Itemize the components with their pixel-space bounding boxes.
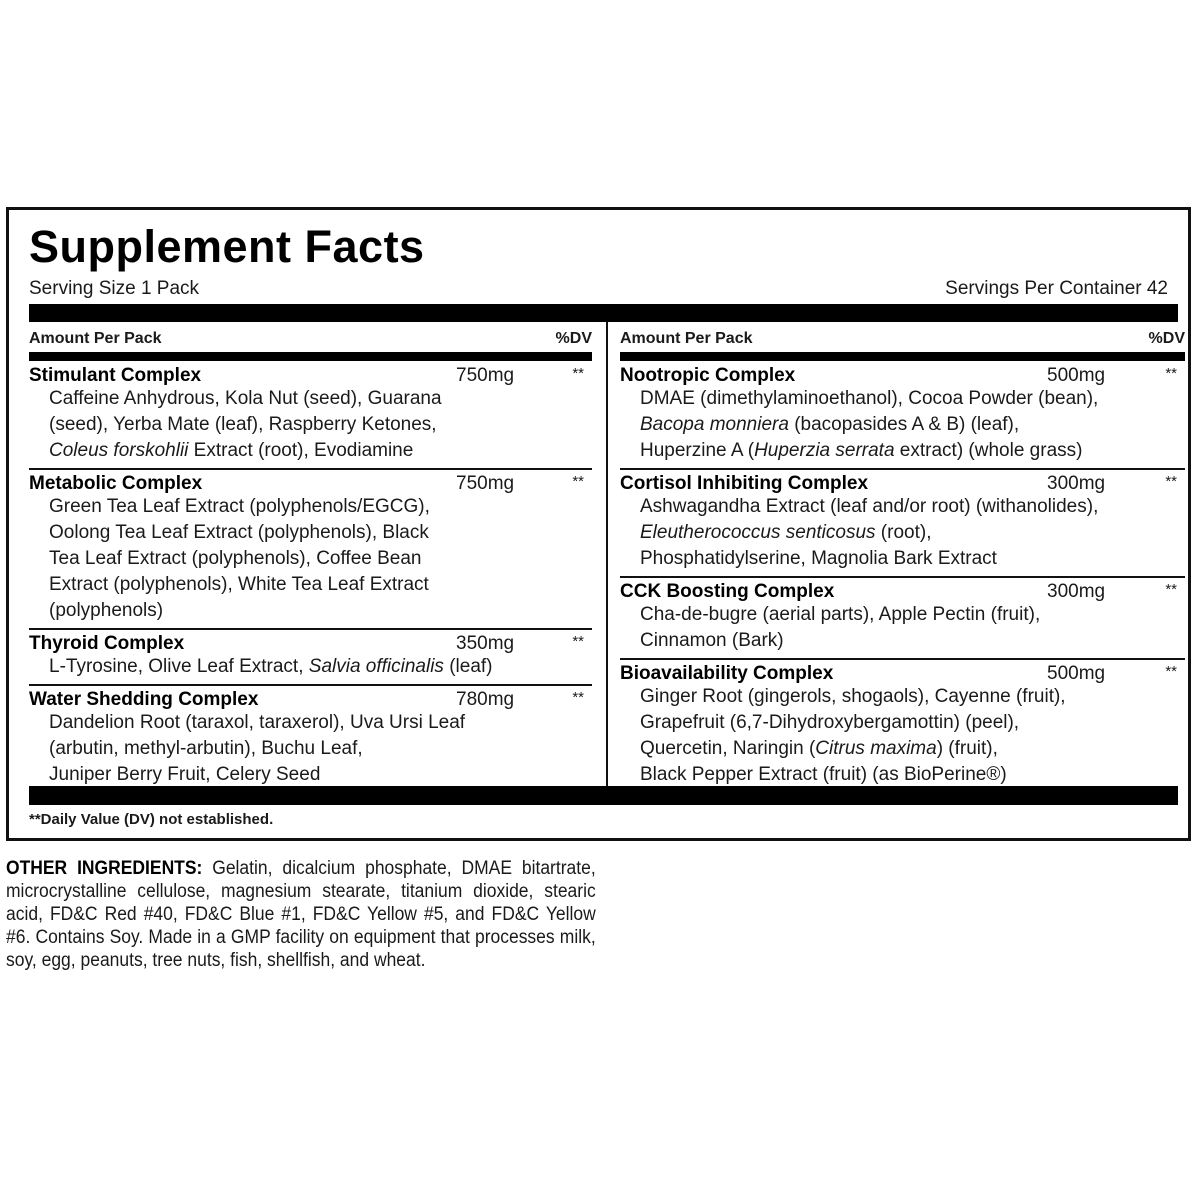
ingredient-line bbox=[49, 598, 592, 624]
left-column bbox=[29, 322, 592, 786]
complex-dv: ** bbox=[1165, 365, 1177, 382]
complex-amount: 300mg bbox=[1047, 581, 1106, 602]
complex-amount: 500mg bbox=[1047, 365, 1106, 386]
ingredient-line bbox=[49, 572, 592, 598]
ingredient-text: DMAE (dimethylaminoethanol), Cocoa Powder (bean), bbox=[640, 388, 1099, 409]
botanical-name: Bacopa monniera bbox=[640, 414, 789, 435]
supplement-facts-panel bbox=[6, 207, 1191, 841]
ingredient-text: Juniper Berry Fruit, Celery Seed bbox=[49, 764, 321, 785]
ingredient-line bbox=[49, 546, 592, 572]
ingredient-line bbox=[49, 494, 592, 520]
botanical-name: Citrus maxima bbox=[815, 738, 937, 759]
complex-name: Thyroid Complex bbox=[29, 633, 185, 654]
ingredient-line bbox=[640, 546, 1185, 572]
ingredient-line bbox=[49, 520, 592, 546]
other-ingredients-heading: OTHER INGREDIENTS: bbox=[6, 858, 203, 879]
ingredient-line bbox=[49, 710, 592, 736]
dv-footnote: **Daily Value (DV) not established. bbox=[29, 811, 274, 828]
ingredient-text: (leaf) bbox=[443, 656, 493, 677]
complex-name: Water Shedding Complex bbox=[29, 689, 259, 710]
complex-amount: 300mg bbox=[1047, 473, 1106, 494]
botanical-name: Salvia officinalis bbox=[308, 656, 444, 677]
complex-dv: ** bbox=[572, 473, 584, 490]
ingredient-text: Extract (polyphenols), White Tea Leaf Extract bbox=[49, 574, 429, 595]
complex-name: Metabolic Complex bbox=[29, 473, 203, 494]
ingredient-text: Oolong Tea Leaf Extract (polyphenols), Black bbox=[49, 522, 429, 543]
amount-per-pack-label: Amount Per Pack bbox=[620, 330, 753, 347]
ingredient-line bbox=[640, 628, 1185, 654]
ingredient-line bbox=[49, 736, 592, 762]
ingredient-line bbox=[49, 654, 592, 680]
complex-amount: 750mg bbox=[456, 473, 515, 494]
complex-amount: 750mg bbox=[456, 365, 515, 386]
other-ingredients-text: Gelatin, dicalcium phosphate, DMAE bitartrate, microcrystalline cellulose, magnesium stearate, titanium dioxide, stearic acid, FD&C Red #40, FD&C Blue #1, FD&C Yellow #5, and FD&C Yellow #6. Contains Soy. Made in a GMP facility on equipment that processes milk, soy, egg, peanuts, tree nuts, fish, shellfish, and wheat. bbox=[6, 858, 596, 971]
complex-name: Cortisol Inhibiting Complex bbox=[620, 473, 869, 494]
complex-name: Bioavailability Complex bbox=[620, 663, 834, 684]
ingredient-line bbox=[640, 412, 1185, 438]
amount-per-pack-label: Amount Per Pack bbox=[29, 330, 162, 347]
complex-name: Nootropic Complex bbox=[620, 365, 796, 386]
ingredient-line bbox=[49, 762, 592, 788]
ingredient-text: (seed), Yerba Mate (leaf), Raspberry Ketones, bbox=[49, 414, 437, 435]
complex-row bbox=[29, 628, 592, 684]
ingredient-text: (polyphenols) bbox=[49, 600, 164, 621]
ingredient-text: Grapefruit (6,7-Dihydroxybergamottin) (peel), bbox=[640, 712, 1020, 733]
ingredient-line bbox=[640, 710, 1185, 736]
left-column-header bbox=[29, 322, 592, 361]
servings-per-container: Servings Per Container 42 bbox=[945, 278, 1168, 299]
complex-dv: ** bbox=[1165, 663, 1177, 680]
complex-dv: ** bbox=[1165, 581, 1177, 598]
ingredient-text: (arbutin, methyl-arbutin), Buchu Leaf, bbox=[49, 738, 363, 759]
complex-row bbox=[29, 468, 592, 628]
ingredient-text: Ginger Root (gingerols, shogaols), Cayenne (fruit), bbox=[640, 686, 1066, 707]
ingredient-text: Tea Leaf Extract (polyphenols), Coffee Bean bbox=[49, 548, 422, 569]
complex-ingredients bbox=[620, 494, 1185, 572]
complex-ingredients bbox=[29, 710, 592, 788]
ingredient-line bbox=[640, 520, 1185, 546]
ingredient-text: L-Tyrosine, Olive Leaf Extract, bbox=[49, 656, 309, 677]
panel-title: Supplement Facts bbox=[29, 221, 425, 272]
ingredient-text: extract) (whole grass) bbox=[894, 440, 1083, 461]
ingredient-text: (root), bbox=[875, 522, 932, 543]
complex-ingredients bbox=[620, 602, 1185, 654]
complex-ingredients bbox=[29, 386, 592, 464]
complex-row bbox=[29, 684, 592, 792]
ingredient-line bbox=[49, 438, 592, 464]
ingredient-line bbox=[49, 386, 592, 412]
complex-name: Stimulant Complex bbox=[29, 365, 202, 386]
ingredient-text: Black Pepper Extract (fruit) (as BioPerine®) bbox=[640, 764, 1007, 785]
ingredient-text: ) (fruit), bbox=[936, 738, 998, 759]
complex-amount: 350mg bbox=[456, 633, 515, 654]
ingredient-line bbox=[640, 438, 1185, 464]
ingredient-text: (bacopasides A & B) (leaf), bbox=[788, 414, 1020, 435]
complex-dv: ** bbox=[1165, 473, 1177, 490]
complex-dv: ** bbox=[572, 633, 584, 650]
ingredient-text: Dandelion Root (taraxol, taraxerol), Uva Ursi Leaf bbox=[49, 712, 466, 733]
botanical-name: Huperzia serrata bbox=[754, 440, 895, 461]
dv-header-label: %DV bbox=[1148, 330, 1185, 347]
right-column bbox=[606, 322, 1185, 786]
complex-ingredients bbox=[29, 494, 592, 624]
complex-row bbox=[620, 658, 1185, 792]
ingredient-text: Huperzine A ( bbox=[640, 440, 755, 461]
right-ingredient-rows bbox=[620, 362, 1185, 792]
complex-ingredients bbox=[620, 386, 1185, 464]
ingredient-line bbox=[640, 494, 1185, 520]
other-ingredients bbox=[6, 857, 596, 972]
ingredient-text: Cinnamon (Bark) bbox=[640, 630, 784, 651]
complex-dv: ** bbox=[572, 689, 584, 706]
ingredient-text: Caffeine Anhydrous, Kola Nut (seed), Guarana bbox=[49, 388, 442, 409]
ingredient-line bbox=[49, 412, 592, 438]
ingredient-line bbox=[640, 602, 1185, 628]
complex-amount: 780mg bbox=[456, 689, 515, 710]
ingredient-text: Ashwagandha Extract (leaf and/or root) (withanolides), bbox=[640, 496, 1099, 517]
complex-name: CCK Boosting Complex bbox=[620, 581, 835, 602]
dv-header-label: %DV bbox=[555, 330, 592, 347]
ingredient-line bbox=[640, 684, 1185, 710]
ingredient-line bbox=[640, 762, 1185, 788]
complex-row bbox=[29, 362, 592, 468]
complex-row bbox=[620, 576, 1185, 658]
ingredient-text: Extract (root), Evodiamine bbox=[188, 440, 414, 461]
top-divider-bar bbox=[29, 304, 1178, 322]
botanical-name: Eleutherococcus senticosus bbox=[640, 522, 876, 543]
ingredient-text: Phosphatidylserine, Magnolia Bark Extract bbox=[640, 548, 997, 569]
ingredient-text: Quercetin, Naringin ( bbox=[640, 738, 816, 759]
complex-ingredients bbox=[620, 684, 1185, 788]
botanical-name: Coleus forskohlii bbox=[49, 440, 189, 461]
complex-row bbox=[620, 468, 1185, 576]
complex-row bbox=[620, 362, 1185, 468]
ingredient-line bbox=[640, 736, 1185, 762]
serving-size: Serving Size 1 Pack bbox=[29, 278, 200, 299]
complex-dv: ** bbox=[572, 365, 584, 382]
bottom-divider-bar bbox=[29, 786, 1178, 805]
complex-amount: 500mg bbox=[1047, 663, 1106, 684]
ingredient-line bbox=[640, 386, 1185, 412]
ingredient-text: Green Tea Leaf Extract (polyphenols/EGCG), bbox=[49, 496, 430, 517]
left-ingredient-rows bbox=[29, 362, 592, 792]
right-column-header bbox=[620, 322, 1185, 361]
complex-ingredients bbox=[29, 654, 592, 680]
ingredient-text: Cha-de-bugre (aerial parts), Apple Pectin (fruit), bbox=[640, 604, 1041, 625]
